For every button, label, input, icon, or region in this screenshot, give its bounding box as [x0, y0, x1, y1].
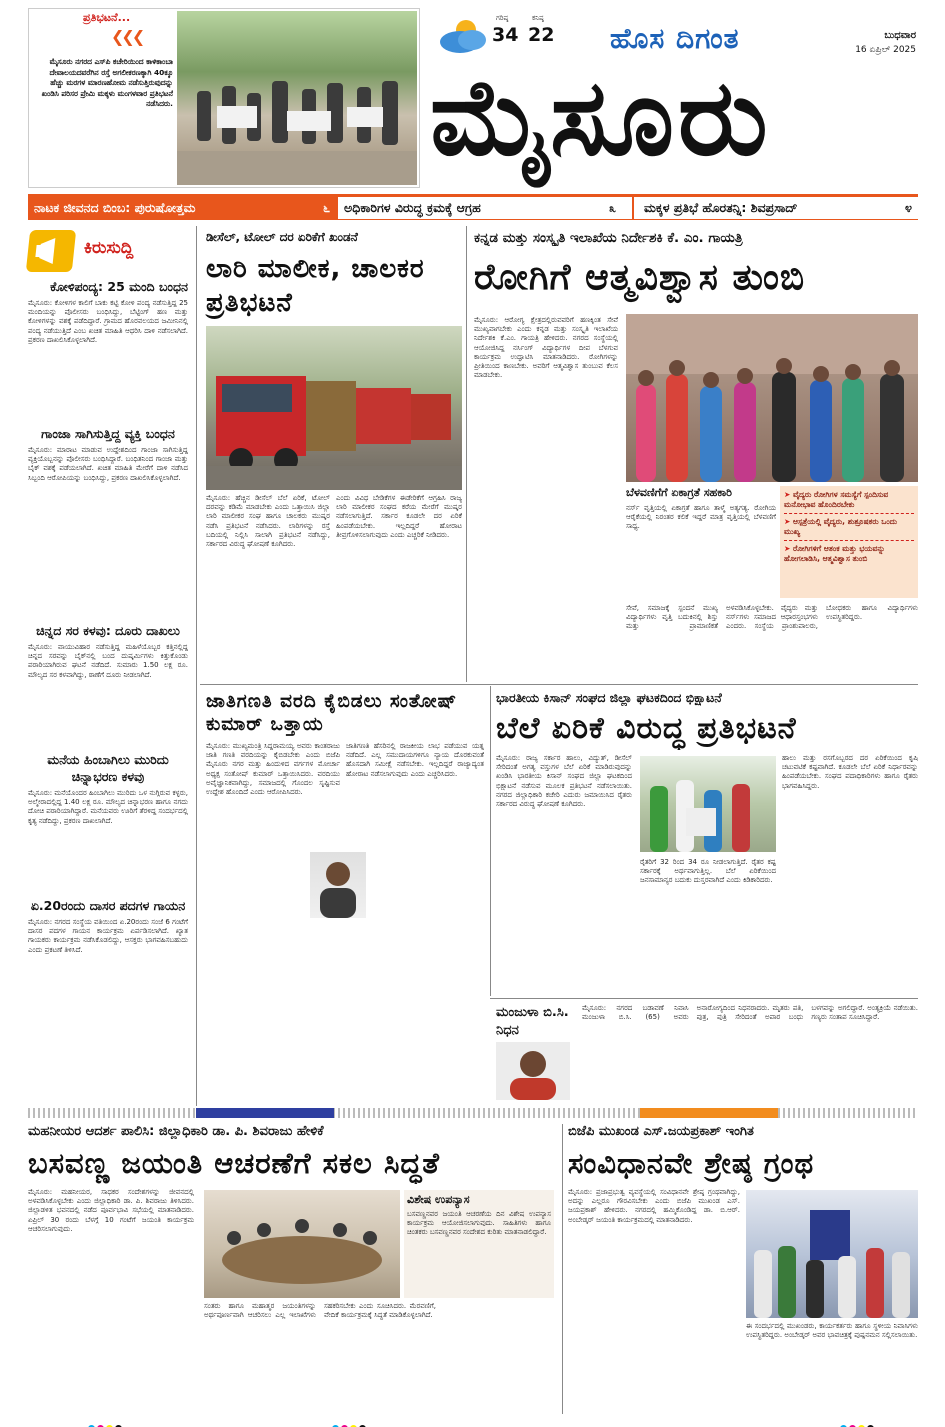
kisan-headline: ಬೆಲೆ ಏರಿಕೆ ವಿರುದ್ಧ ಪ್ರತಿಭಟನೆ [496, 711, 797, 746]
gayatri-photo-people [626, 314, 918, 482]
brief-2-head: ಗಾಂಜಾ ಸಾಗಿಸುತ್ತಿದ್ದ ವ್ಯಕ್ತಿ ಬಂಧನ [41, 426, 175, 441]
section-divider [28, 1108, 918, 1118]
kisan-body-1: ಮೈಸೂರು: ರಾಜ್ಯ ಸರ್ಕಾರ ಹಾಲು, ವಿದ್ಯುತ್, ಡೀಸೆಲ್ ಸೇರಿದಂತೆ ಅಗತ್ಯ ವಸ್ತುಗಳ ಬೆಲೆ ಏರಿಕೆ ಮಾಡಿರುವುದನ್ನು ಖಂಡಿಸಿ ಭಾರತೀಯ ಕಿಸಾನ್ ಸಂಘದ ಜಿಲ್ಲಾ ಘಟಕದಿಂದ ಭಿಕ್ಷಾಟನೆ ನಡೆಸುವ ಮೂಲಕ ಪ್ರತಿಭಟನೆ ನಡೆಸಲಾಯಿತು. ನಗರದ ಜಿಲ್ಲಾಧಿಕಾರಿ ಕಚೇರಿ ಎದುರು ಜಮಾಯಿಸಿದ ರೈತರು ಸರ್ಕಾರದ ವಿರುದ್ಧ ಘೋಷಣೆ ಕೂಗಿದರು. [496, 754, 632, 809]
issue-day: ಬುಧವಾರ [884, 30, 916, 41]
brief-1-body: ಮೈಸೂರು: ಕೋಳಿಗಳ ಕಾಲಿಗೆ ಬಾಕು ಕಟ್ಟಿ ಕೋಳಿ ಪಂದ್ಯ ನಡೆಸುತ್ತಿದ್ದ 25 ಮಂದಿಯನ್ನು ಪೊಲೀಸರು ಬಂಧಿಸಿದ್ದು, ಬೆಟ್ಟಿಂಗ್ ಹಣ ಮತ್ತು ಕೋಳಿಗಳನ್ನು ವಶಕ್ಕೆ ಪಡೆದಿದ್ದಾರೆ. ಗ್ರಾಮದ ಹೊರವಲಯದ ಜಮೀನಿನಲ್ಲಿ ಪಂದ್ಯ ನಡೆಯುತ್ತಿದೆ ಎಂಬ ಖಚಿತ ಮಾಹಿತಿ ಆಧರಿಸಿ ದಾಳಿ ನಡೆಸಲಾಗಿದೆ. ಪ್ರಕರಣ ದಾಖಲಿಸಿಕೊಳ್ಳಲಾಗಿದೆ. [28, 299, 188, 344]
index-item-2[interactable] [340, 197, 630, 219]
constitution-body-1: ಮೈಸೂರು: ಪ್ರಜಾಪ್ರಭುತ್ವ ವ್ಯವಸ್ಥೆಯಲ್ಲಿ ಸಂವಿಧಾನವೇ ಶ್ರೇಷ್ಠ ಗ್ರಂಥವಾಗಿದ್ದು, ಅದನ್ನು ಎಲ್ಲರೂ ಗೌರವಿಸಬೇಕು ಎಂದು ಬಿಜೆಪಿ ಮುಖಂಡ ಎಸ್. ಜಯಪ್ರಕಾಶ್ ಹೇಳಿದರು. ನಗರದಲ್ಲಿ ಹಮ್ಮಿಕೊಂಡಿದ್ದ ಡಾ. ಬಿ.ಆರ್. ಅಂಬೇಡ್ಕರ್ ಜಯಂತಿ ಕಾರ್ಯಕ್ರಮದಲ್ಲಿ ಮಾತನಾಡಿದರು. [568, 1188, 740, 1224]
index-item-3-text: ಮಕ್ಕಳ ಪ್ರತಿಭೆ ಹೊರತನ್ನಿ: ಶಿವಪ್ರಸಾದ್ [644, 200, 798, 215]
basava-body-2: ಸಂತರು ಹಾಗೂ ಮಹಾತ್ಮರ ಜಯಂತಿಗಳನ್ನು ಅರ್ಥಪೂರ್ಣವಾಗಿ ಆಚರಿಸಲು ಎಲ್ಲ ಇಲಾಖೆಗಳು ಸಹಕರಿಸಬೇಕು ಎಂದು ಸೂಚಿಸಿದರು. ಮೆರವಣಿಗೆ, ವೇದಿಕೆ ಕಾರ್ಯಕ್ರಮಕ್ಕೆ ಸಿದ್ಧತೆ ಮಾಡಿಕೊಳ್ಳಲಾಗಿದೆ. [204, 1302, 436, 1320]
bullet-1: ➤ ವೈದ್ಯರು ರೋಗಿಗಳ ಸಮಸ್ಯೆಗೆ ಸ್ಪಂದಿಸುವ ಮನೋಭಾವ ಹೊಂದಿರಬೇಕು [784, 490, 914, 514]
section-rule [490, 998, 918, 999]
constitution-photo [746, 1190, 918, 1318]
gayatri-photo [626, 314, 918, 482]
obituary-photo [496, 1042, 570, 1100]
chevron-left-icon: ❮❮❮ [111, 27, 143, 46]
protest-photo-box [28, 8, 420, 188]
arrow-right-icon: ➤ [784, 490, 794, 499]
bullet-3: ➤ ರೋಗಿಗಳಿಗೆ ಆತಂಕ ಮತ್ತು ಭಯವನ್ನು ಹೋಗಲಾಡಿಸಿ, ಆತ್ಮವಿಶ್ವಾಸ ತುಂಬಿ [784, 544, 886, 563]
caste-body-2: ಜಾತಿಗಣತಿ ಹೆಸರಿನಲ್ಲಿ ರಾಜಕೀಯ ಲಾಭ ಪಡೆಯುವ ಯತ್ನ ನಡೆದಿದೆ. ಎಲ್ಲ ಸಮುದಾಯಗಳಿಗೂ ನ್ಯಾಯ ದೊರಕುವಂತೆ ಹೊಸದಾಗಿ ಸಮೀಕ್ಷೆ ನಡೆಸಬೇಕು. ಇಲ್ಲದಿದ್ದರೆ ರಾಜ್ಯಾದ್ಯಂತ ಹೋರಾಟ ನಡೆಸಲಾಗುವುದು ಎಂದು ಎಚ್ಚರಿಸಿದರು. [346, 742, 484, 778]
obituary-body: ಮೈಸೂರು: ನಗರದ ಬಡಾವಣೆ ನಿವಾಸಿ ಮಂಜುಳಾ ಬಿ.ಸಿ. (65) ಅವರು ಅನಾರೋಗ್ಯದಿಂದ ನಿಧನರಾದರು. ಮೃತರು ಪತಿ, ಪುತ್ರ, ಪುತ್ರಿ ಸೇರಿದಂತೆ ಅಪಾರ ಬಂಧು ಬಳಗವನ್ನು ಅಗಲಿದ್ದಾರೆ. ಅಂತ್ಯಕ್ರಿಯೆ ನಡೆಯಿತು. ಗಣ್ಯರು ಸಂತಾಪ ಸೂಚಿಸಿದ್ದಾರೆ. [582, 1004, 918, 1022]
caste-body-1: ಮೈಸೂರು: ಮುಖ್ಯಮಂತ್ರಿ ಸಿದ್ದರಾಮಯ್ಯ ಅವರು ಕಾಂತರಾಜು ಜಾತಿ ಗಣತಿ ವರದಿಯನ್ನು ಕೈಬಿಡಬೇಕು ಎಂದು ಬಿಜೆಪಿ ಮೈಸೂರು ನಗರ ಮತ್ತು ಹಿಂದುಳಿದ ವರ್ಗಗಳ ಮೋರ್ಚಾ ಅಧ್ಯಕ್ಷ ಸಂತೋಷ್ ಕುಮಾರ್ ಒತ್ತಾಯಿಸಿದರು. ವರದಿಯು ಅವೈಜ್ಞಾನಿಕವಾಗಿದ್ದು, ಸಮಾಜದಲ್ಲಿ ಗೊಂದಲ ಸೃಷ್ಟಿಸುವ ಉದ್ದೇಶ ಹೊಂದಿದೆ ಎಂದು ಆರೋಪಿಸಿದರು. [206, 742, 340, 797]
gayatri-headline: ರೋಗಿಗೆ ಆತ್ಮವಿಶ್ವಾಸ ತುಂಬಿ [474, 257, 806, 298]
arrow-right-icon: ➤ [784, 544, 794, 553]
basava-box-text: ಬಸವಣ್ಣನವರ ಜಯಂತಿ ಆಚರಣೆಯ ದಿನ ವಿಶೇಷ ಉಪನ್ಯಾಸ ಕಾರ್ಯಕ್ರಮ ಆಯೋಜಿಸಲಾಗುವುದು. ಸಾಹಿತಿಗಳು ಹಾಗೂ ಚಿಂತಕರು ಬಸವಣ್ಣನವರ ಸಂದೇಶದ ಕುರಿತು ಮಾತನಾಡಲಿದ್ದಾರೆ. [407, 1210, 551, 1237]
brief-5-body: ಮೈಸೂರು: ನಗರದ ಸಂಸ್ಥೆಯ ವತಿಯಿಂದ ಏ.20ರಂದು ಸಂಜೆ 6 ಗಂಟೆಗೆ ದಾಸರ ಪದಗಳ ಗಾಯನ ಕಾರ್ಯಕ್ರಮ ಏರ್ಪಡಿಸಲಾಗಿದೆ. ಖ್ಯಾತ ಗಾಯಕರು ಕಾರ್ಯಕ್ರಮ ನಡೆಸಿಕೊಡಲಿದ್ದು, ಆಸಕ್ತರು ಭಾಗವಹಿಸಬಹುದು ಎಂದು ಪ್ರಕಟಣೆ ತಿಳಿಸಿದೆ. [28, 918, 188, 954]
column-rule [466, 226, 467, 682]
index-item-2-page: ೩ [608, 200, 616, 215]
constitution-body-2: ಈ ಸಂದರ್ಭದಲ್ಲಿ ಮುಖಂಡರು, ಕಾರ್ಯಕರ್ತರು ಹಾಗೂ ಸ್ಥಳೀಯ ನಿವಾಸಿಗಳು ಉಪಸ್ಥಿತರಿದ್ದರು. ಅಂಬೇಡ್ಕರ್ ಅವರ ಭಾವಚಿತ್ರಕ್ಕೆ ಪುಷ್ಪನಮನ ಸಲ್ಲಿಸಲಾಯಿತು. [746, 1322, 918, 1340]
kirusuddi-column [28, 276, 188, 1106]
index-item-1[interactable] [28, 197, 338, 219]
gayatri-box-title: ಬೆಳವಣಿಗೆಗೆ ಏಕಾಗ್ರತೆ ಸಹಕಾರಿ [626, 486, 732, 499]
lorry-photo [206, 326, 462, 490]
basava-headline: ಬಸವಣ್ಣ ಜಯಂತಿ ಆಚರಣೆಗೆ ಸಕಲ ಸಿದ್ಧತೆ [28, 1146, 440, 1180]
gayatri-body-1: ಮೈಸೂರು: ಆರೋಗ್ಯ ಕ್ಷೇತ್ರದಲ್ಲಿರುವವರಿಗೆ ಹಣಕ್ಕಿಂತ ಸೇವೆ ಮುಖ್ಯವಾಗಬೇಕು ಎಂದು ಕನ್ನಡ ಮತ್ತು ಸಂಸ್ಕೃತಿ ಇಲಾಖೆಯ ನಿರ್ದೇಶಕಿ ಕೆ.ಎಂ. ಗಾಯತ್ರಿ ಹೇಳಿದರು. ನಗರದ ಸಂಸ್ಥೆಯಲ್ಲಿ ಆಯೋಜಿಸಿದ್ದ ನರ್ಸಿಂಗ್ ವಿದ್ಯಾರ್ಥಿಗಳ ದೀಪ ಬೆಳಗುವ ಕಾರ್ಯಕ್ರಮ ಉದ್ಘಾಟಿಸಿ ಮಾತನಾಡಿದರು. ರೋಗಿಗಳನ್ನು ಪ್ರೀತಿಯಿಂದ ಕಾಣಬೇಕು. ಅವರಿಗೆ ಆತ್ಮವಿಶ್ವಾಸ ತುಂಬುವ ಕೆಲಸ ಮಾಡಬೇಕು. [474, 316, 618, 380]
basava-body-1: ಮೈಸೂರು: ಮಹನೀಯರ, ಸಾಧಕರ ಸಂದೇಶಗಳನ್ನು ಜೀವನದಲ್ಲಿ ಅಳವಡಿಸಿಕೊಳ್ಳಬೇಕು ಎಂದು ಜಿಲ್ಲಾಧಿಕಾರಿ ಡಾ. ಪಿ. ಶಿವರಾಜು ತಿಳಿಸಿದರು. ಜಿಲ್ಲಾಡಳಿತ ಭವನದಲ್ಲಿ ನಡೆದ ಪೂರ್ವಭಾವಿ ಸಭೆಯಲ್ಲಿ ಮಾತನಾಡಿದರು. ಏಪ್ರಿಲ್ 30 ರಂದು ಬೆಳಗ್ಗೆ 10 ಗಂಟೆಗೆ ಜಯಂತಿ ಕಾರ್ಯಕ್ರಮ ಆಚರಿಸಲಾಗುವುದು. [28, 1188, 194, 1233]
brief-4-body: ಮೈಸೂರು: ಮನೆಯೊಂದರ ಹಿಂಬಾಗಿಲು ಮುರಿದು ಒಳ ನುಗ್ಗಿರುವ ಕಳ್ಳರು, ಅಲ್ಮೇರಾದಲ್ಲಿದ್ದ 1.40 ಲಕ್ಷ ರೂ. ಮೌಲ್ಯದ ಚಿನ್ನಾಭರಣ ಹಾಗೂ ನಗದು ದೋಚಿ ಪರಾರಿಯಾಗಿದ್ದಾರೆ. ಮನೆಯವರು ಊರಿಗೆ ತೆರಳಿದ್ದ ಸಂದರ್ಭದಲ್ಲಿ ಕೃತ್ಯ ನಡೆದಿದ್ದು, ಪ್ರಕರಣ ದಾಖಲಾಗಿದೆ. [28, 789, 188, 825]
weather-max-label: ಗರಿಷ್ಠ [496, 14, 509, 22]
basava-box-title: ವಿಶೇಷ ಉಪನ್ಯಾಸ [407, 1193, 470, 1206]
index-item-3-page: ೪ [904, 200, 912, 215]
protest-photo [177, 11, 417, 185]
gayatri-kicker: ಕನ್ನಡ ಮತ್ತು ಸಂಸ್ಕೃತಿ ಇಲಾಖೆಯ ನಿರ್ದೇಶಕಿ ಕೆ. ಎಂ. ಗಾಯತ್ರಿ [474, 230, 743, 246]
lorry-headline: ಲಾರಿ ಮಾಲೀಕ, ಚಾಲಕರ ಪ್ರತಿಭಟನೆ [206, 254, 425, 318]
brief-1-head: ಕೋಳಿಪಂದ್ಯ: 25 ಮಂದಿ ಬಂಧನ [50, 279, 188, 294]
basava-kicker: ಮಹನೀಯರ ಆದರ್ಶ ಪಾಲಿಸಿ: ಜಿಲ್ಲಾಧಿಕಾರಿ ಡಾ. ಪಿ. ಶಿವರಾಜು ಹೇಳಿಕೆ [28, 1124, 324, 1139]
protest-photo-figures [177, 11, 417, 185]
kisan-body-3: ಹಾಲು ಮತ್ತು ರಸಗೊಬ್ಬರದ ದರ ಏರಿಕೆಯಿಂದ ಕೃಷಿ ಚಟುವಟಿಕೆ ಕಷ್ಟವಾಗಿದೆ. ಕೂಡಲೇ ಬೆಲೆ ಏರಿಕೆ ನಿರ್ಧಾರವನ್ನು ಹಿಂಪಡೆಯಬೇಕು. ಸಂಘದ ಪದಾಧಿಕಾರಿಗಳು ಹಾಗೂ ರೈತರು ಭಾಗವಹಿಸಿದ್ದರು. [782, 754, 918, 790]
obituary-name: ಮಂಜುಳಾ ಬಿ.ಸಿ. ನಿಧನ [496, 1005, 569, 1038]
constitution-photo-people [746, 1190, 918, 1318]
index-item-1-text: ನಾಟಕ ಜೀವನದ ಬಿಂಬ: ಪುರುಷೋತ್ತಮ [34, 200, 196, 215]
kisan-photo [640, 756, 776, 852]
weather-min: 22 [528, 24, 555, 46]
index-item-1-page: ೬ [322, 200, 330, 215]
brand-logo: ಹೊಸ ದಿಗಂತ [610, 22, 740, 55]
divider-accent-blue [196, 1108, 334, 1118]
lorry-kicker: ಡೀಸೆಲ್, ಟೋಲ್ ದರ ಏರಿಕೆಗೆ ಖಂಡನೆ [206, 230, 358, 244]
arrow-right-icon: ➤ [784, 517, 794, 526]
weather-min-label: ಕನಿಷ್ಠ [532, 14, 544, 22]
brief-2-body: ಮೈಸೂರು: ಮಾರಾಟ ಮಾಡುವ ಉದ್ದೇಶದಿಂದ ಗಾಂಜಾ ಸಾಗಿಸುತ್ತಿದ್ದ ವ್ಯಕ್ತಿಯೊಬ್ಬನನ್ನು ಪೊಲೀಸರು ಬಂಧಿಸಿದ್ದಾರೆ. ಬಂಧಿತನಿಂದ ಗಾಂಜಾ ಮತ್ತು ಬೈಕ್ ವಶಕ್ಕೆ ಪಡೆಯಲಾಗಿದೆ. ಖಚಿತ ಮಾಹಿತಿ ಮೇರೆಗೆ ದಾಳಿ ನಡೆಸಿದ ಸಿಬ್ಬಂದಿ ಆರೋಪಿಯನ್ನು ಬಂಧಿಸಿದ್ದು, ಪ್ರಕರಣ ದಾಖಲಿಸಿಕೊಳ್ಳಲಾಗಿದೆ. [28, 446, 188, 482]
registration-dots-left [88, 1417, 124, 1427]
masthead-title: ಮೈಸೂರು [430, 56, 772, 179]
index-strip [28, 194, 918, 220]
protest-tag: ಪ್ರತಿಭಟನೆ... [83, 11, 131, 24]
kisan-kicker: ಭಾರತೀಯ ಕಿಸಾನ್ ಸಂಘದ ಜಿಲ್ಲಾ ಘಟಕದಿಂದ ಭಿಕ್ಷಾಟನೆ [496, 690, 722, 705]
basava-special-box [404, 1190, 554, 1298]
registration-dots-center [332, 1417, 368, 1427]
santosh-kumar-photo [310, 852, 366, 918]
lorry-photo-trucks [206, 326, 462, 490]
weather-max: 34 [492, 24, 519, 46]
kirusuddi-header [28, 226, 192, 276]
gayatri-bullet-box [780, 486, 918, 598]
brief-4-head: ಮನೆಯ ಹಿಂಬಾಗಿಲು ಮುರಿದು ಚಿನ್ನಾಭರಣ ಕಳವು [47, 752, 169, 784]
column-rule [562, 1124, 563, 1414]
brief-3-body: ಮೈಸೂರು: ವಾಯುವಿಹಾರ ನಡೆಸುತ್ತಿದ್ದ ಮಹಿಳೆಯೊಬ್ಬರ ಕತ್ತಿನಲ್ಲಿದ್ದ ಚಿನ್ನದ ಸರವನ್ನು ಬೈಕ್‌ನಲ್ಲಿ ಬಂದ ದುಷ್ಕರ್ಮಿಗಳು ಕಿತ್ತುಕೊಂಡು ಪರಾರಿಯಾಗಿರುವ ಘಟನೆ ನಡೆದಿದೆ. ಸುಮಾರು 1.50 ಲಕ್ಷ ರೂ. ಮೌಲ್ಯದ ಸರ ಕಳವಾಗಿದ್ದು, ಠಾಣೆಗೆ ದೂರು ನೀಡಲಾಗಿದೆ. [28, 643, 188, 679]
bullet-2: ➤ ಆಸ್ಪತ್ರೆಯಲ್ಲಿ ವೈದ್ಯರು, ಶುಶ್ರೂಷಕರು ಒಂದು ಮುಖ್ಯ [784, 514, 914, 541]
gayatri-box-text: ನರ್ಸ್ ವೃತ್ತಿಯಲ್ಲಿ ಏಕಾಗ್ರತೆ ಹಾಗೂ ತಾಳ್ಮೆ ಅತ್ಯಗತ್ಯ. ರೋಗಿಯ ಆರೈಕೆಯಲ್ಲಿ ನಿರಂತರ ಕಲಿಕೆ ಇದ್ದರೆ ಮಾತ್ರ ವೃತ್ತಿಯಲ್ಲಿ ಬೆಳವಣಿಗೆ ಸಾಧ್ಯ. [626, 504, 776, 531]
constitution-headline: ಸಂವಿಧಾನವೇ ಶ್ರೇಷ್ಠ ಗ್ರಂಥ [568, 1146, 815, 1180]
basava-photo-table [204, 1190, 400, 1298]
megaphone-icon [26, 230, 76, 272]
kirusuddi-label: ಕಿರುಸುದ್ದಿ [84, 238, 134, 258]
protest-caption: ಮೈಸೂರು ನಗರದ ಎಸ್‌ಪಿ ಕಚೇರಿಯಿಂದ ಕಾಳಿಕಾಂಬಾ ದೇವಾಲಯದವರೆಗಿನ ರಸ್ತೆ ಅಗಲೀಕರಣಕ್ಕಾಗಿ 40ಕ್ಕೂ ಹೆಚ್ಚು ಮರಗಳ ಮಾರಣಹೋಮ ನಡೆಸುತ್ತಿರುವುದನ್ನು ಖಂಡಿಸಿ ಪರಿಸರ ಪ್ರೇಮಿ ಮಕ್ಕಳು ಮಂಗಳವಾರ ಪ್ರತಿಭಟನೆ ನಡೆಸಿದರು. [41, 57, 173, 109]
basava-meeting-photo [204, 1190, 400, 1298]
gayatri-sidebar-box [626, 486, 776, 596]
brief-5-head: ಏ.20ರಂದು ದಾಸರ ಪದಗಳ ಗಾಯನ [30, 898, 186, 913]
caste-headline: ಜಾತಿಗಣತಿ ವರದಿ ಕೈಬಿಡಲು ಸಂತೋಷ್ ಕುಮಾರ್ ಒತ್ತಾಯ [206, 691, 458, 735]
kisan-body-2: ರೈತರಿಗೆ 32 ರಿಂದ 34 ರೂ ನೀಡಲಾಗುತ್ತಿದೆ. ರೈತರ ಕಷ್ಟ ಸರ್ಕಾರಕ್ಕೆ ಅರ್ಥವಾಗುತ್ತಿಲ್ಲ. ಬೆಲೆ ಏರಿಕೆಯಿಂದ ಜನಸಾಮಾನ್ಯರ ಬದುಕು ದುಸ್ತರವಾಗಿದೆ ಎಂದು ಕಿಡಿಕಾರಿದರು. [640, 858, 776, 885]
gayatri-body-2: ಸೇವೆ, ಸಮಾಜಕ್ಕೆ ಸ್ಪಂದನೆ ಮುಖ್ಯ ವಿದ್ಯಾರ್ಥಿಗಳು ವೃತ್ತಿ ಬದುಕಿನಲ್ಲಿ ಶಿಸ್ತು ಮತ್ತು ಪ್ರಾಮಾಣಿಕತೆ ಅಳವಡಿಸಿಕೊಳ್ಳಬೇಕು. ವೈದ್ಯರು ಮತ್ತು ನರ್ಸ್‌ಗಳು ಸಮಾಜದ ಆಧಾರಸ್ತಂಭಗಳು ಎಂದರು. ಸಂಸ್ಥೆಯ ಪ್ರಾಂಶುಪಾಲರು, ಬೋಧಕರು ಹಾಗೂ ವಿದ್ಯಾರ್ಥಿಗಳು ಉಪಸ್ಥಿತರಿದ್ದರು. [626, 604, 918, 631]
index-item-3[interactable] [632, 197, 918, 219]
section-rule [200, 684, 918, 685]
constitution-kicker: ಬಿಜೆಪಿ ಮುಖಂಡ ಎಸ್.ಜಯಪ್ರಕಾಶ್ ಇಂಗಿತ [568, 1124, 754, 1139]
registration-dots-right [840, 1417, 876, 1427]
kisan-photo-farmers [640, 756, 776, 852]
column-rule [490, 686, 491, 996]
column-rule [196, 226, 197, 1106]
brief-3-head: ಚಿನ್ನದ ಸರ ಕಳವು: ದೂರು ದಾಖಲು [36, 623, 180, 638]
lorry-body-1: ಮೈಸೂರು: ಹೆಚ್ಚಿನ ಡೀಸೆಲ್ ಬೆಲೆ ಏರಿಕೆ, ಟೋಲ್ ದರವನ್ನು ಕಡಿಮೆ ಮಾಡಬೇಕು ಎಂದು ಒತ್ತಾಯಿಸಿ ಜಿಲ್ಲಾ ಲಾರಿ ಮಾಲೀಕರ ಸಂಘ ಹಾಗೂ ಚಾಲಕರು ಮುಷ್ಕರ ನಡೆಸಿ ಪ್ರತಿಭಟನೆ ನಡೆಸಿದರು. ಲಾರಿಗಳನ್ನು ರಸ್ತೆ ಬದಿಯಲ್ಲಿ ನಿಲ್ಲಿಸಿ ಸಾಲಾಗಿ ಪ್ರತಿಭಟನೆ ನಡೆಸಿದ್ದು, ಸರ್ಕಾರದ ವಿರುದ್ಧ ಘೋಷಣೆ ಕೂಗಿದರು. [206, 494, 330, 549]
issue-date: 16 ಏಪ್ರಿಲ್ 2025 [855, 45, 916, 55]
index-item-2-text: ಅಧಿಕಾರಿಗಳ ವಿರುದ್ಧ ಕ್ರಮಕ್ಕೆ ಆಗ್ರಹ [344, 200, 481, 215]
divider-accent-orange [640, 1108, 778, 1118]
lorry-body-2: ಎಂದು ವಿವಿಧ ಬೇಡಿಕೆಗಳ ಈಡೇರಿಕೆಗೆ ಆಗ್ರಹಿಸಿ ರಾಜ್ಯ ಲಾರಿ ಮಾಲೀಕರ ಸಂಘದ ಕರೆಯ ಮೇರೆಗೆ ಮುಷ್ಕರ ನಡೆಸಲಾಗುತ್ತಿದೆ. ಸರ್ಕಾರ ಕೂಡಲೇ ದರ ಏರಿಕೆ ಹಿಂಪಡೆಯಬೇಕು. ಇಲ್ಲದಿದ್ದರೆ ಹೋರಾಟ ತೀವ್ರಗೊಳಿಸಲಾಗುವುದು ಎಂದು ಎಚ್ಚರಿಕೆ ನೀಡಿದರು. [336, 494, 462, 539]
